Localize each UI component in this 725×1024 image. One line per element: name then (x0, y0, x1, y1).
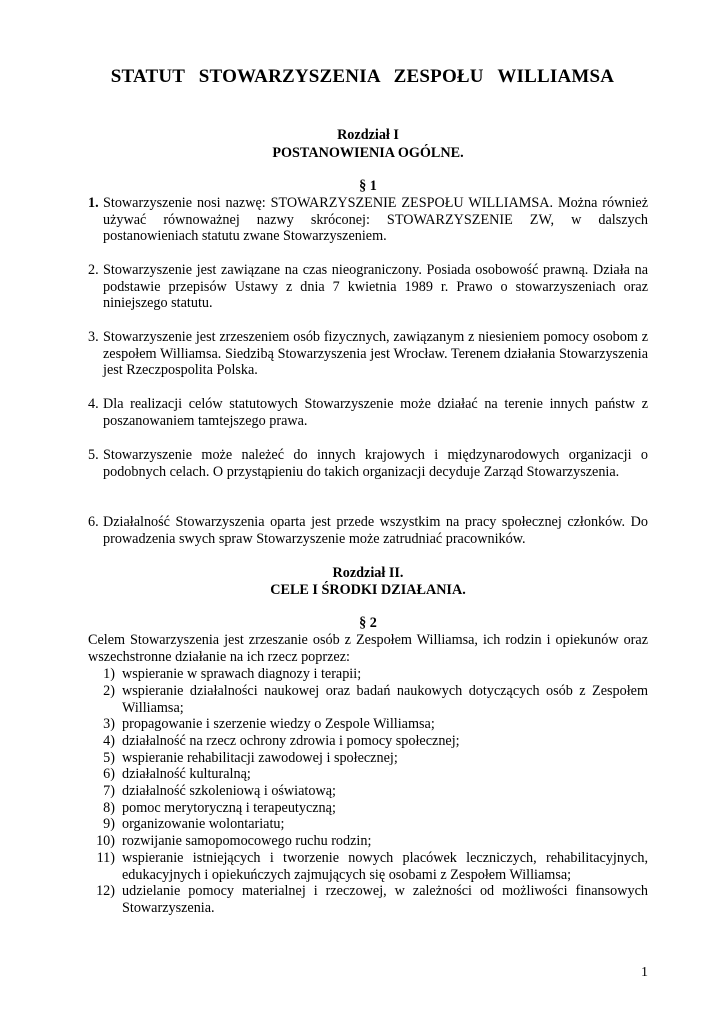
goal-item-2 (104, 683, 648, 716)
goal-item-5 (104, 750, 648, 767)
section-1-item-5 (88, 447, 648, 480)
item-number: 1. (88, 195, 99, 211)
goal-number: 3) (103, 716, 115, 732)
item-text: Działalność Stowarzyszenia oparta jest przede wszystkim na pracy społecznej członków. Do prowadzenia swych spraw Stowarzyszenie może zatrudniać pracowników. (103, 514, 648, 547)
chapter-1-heading: Rozdział I (337, 127, 399, 143)
goal-number: 7) (103, 783, 115, 799)
goal-text: działalność na rzecz ochrony zdrowia i pomocy społecznej; (122, 733, 460, 749)
goal-number: 4) (103, 733, 115, 749)
goal-text: wspieranie działalności naukowej oraz badań naukowych dotyczących osób z Zespołem Williamsa; (122, 683, 648, 716)
item-text: Dla realizacji celów statutowych Stowarzyszenie może działać na terenie innych państw z poszanowaniem tamtejszego prawa. (103, 396, 648, 429)
section-1-item-3 (88, 329, 648, 379)
goal-item-9 (104, 816, 648, 833)
goal-item-4 (104, 733, 648, 750)
goal-text: udzielanie pomocy materialnej i rzeczowej, w zależności od możliwości finansowych Stowarzyszenia. (122, 883, 648, 916)
chapter-2-subheading: CELE I ŚRODKI DZIAŁANIA. (270, 582, 466, 598)
goal-number: 11) (96, 850, 115, 866)
item-number: 6. (88, 514, 99, 530)
goal-item-11 (96, 850, 648, 883)
goal-text: rozwijanie samopomocowego ruchu rodzin; (122, 833, 372, 849)
page-number: 1 (641, 965, 648, 980)
item-number: 4. (88, 396, 99, 412)
item-number: 2. (88, 262, 99, 278)
item-number: 3. (88, 329, 99, 345)
goal-number: 9) (103, 816, 115, 832)
goal-text: wspieranie rehabilitacji zawodowej i społecznej; (122, 750, 398, 766)
section-1-item-2 (88, 262, 648, 312)
goal-text: organizowanie wolontariatu; (122, 816, 285, 832)
goal-text: propagowanie i szerzenie wiedzy o Zespole Williamsa; (122, 716, 435, 732)
goal-number: 12) (96, 883, 115, 899)
goal-item-10 (96, 833, 648, 850)
goal-number: 8) (103, 800, 115, 816)
goal-number: 6) (103, 766, 115, 782)
item-number: 5. (88, 447, 99, 463)
goal-item-8 (104, 800, 648, 817)
section-1-item-6 (88, 514, 648, 547)
goal-text: działalność szkoleniową i oświatową; (122, 783, 336, 799)
goal-number: 5) (103, 750, 115, 766)
goal-text: wspieranie istniejących i tworzenie nowych placówek leczniczych, rehabilitacyjnych, edukacyjnych i opiekuńczych zajmujących się osobami z Zespołem Williamsa; (122, 850, 648, 883)
document-title: STATUT STOWARZYSZENIA ZESPOŁU WILLIAMSA (110, 66, 615, 87)
goal-item-3 (104, 716, 648, 733)
item-text: Stowarzyszenie może należeć do innych krajowych i międzynarodowych organizacji o podobnych celach. O przystąpieniu do takich organizacji decyduje Zarząd Stowarzyszenia. (103, 447, 648, 480)
section-2-marker: § 2 (359, 615, 377, 631)
goal-number: 2) (103, 683, 115, 699)
goal-item-1 (104, 666, 648, 683)
chapter-2-heading: Rozdział II. (332, 565, 404, 581)
goal-item-7 (104, 783, 648, 800)
goal-number: 10) (96, 833, 115, 849)
goal-number: 1) (103, 666, 115, 682)
item-text: Stowarzyszenie jest zawiązane na czas nieograniczony. Posiada osobowość prawną. Działa na podstawie przepisów Ustawy z dnia 7 kwietnia 1989 r. Prawo o stowarzyszeniach oraz niniejszego statutu. (103, 262, 648, 312)
section-1-marker: § 1 (359, 178, 377, 194)
item-text: Stowarzyszenie jest zrzeszeniem osób fizycznych, zawiązanym z niesieniem pomocy osobom z zespołem Williamsa. Siedzibą Stowarzyszenia jest Wrocław. Terenem działania Stowarzyszenia jest Rzeczpospolita Polska. (103, 329, 648, 379)
goal-item-6 (104, 766, 648, 783)
section-1-item-4 (88, 396, 648, 429)
chapter-1-subheading: POSTANOWIENIA OGÓLNE. (272, 145, 464, 161)
goal-text: wspieranie w sprawach diagnozy i terapii; (122, 666, 362, 682)
section-2-intro: Celem Stowarzyszenia jest zrzeszanie osób z Zespołem Williamsa, ich rodzin i opiekunów oraz wszechstronne działanie na ich rzecz poprzez: (88, 632, 648, 665)
goal-text: pomoc merytoryczną i terapeutyczną; (122, 800, 336, 816)
goal-item-12 (96, 883, 648, 916)
goal-text: działalność kulturalną; (122, 766, 251, 782)
item-text: Stowarzyszenie nosi nazwę: STOWARZYSZENIE ZESPOŁU WILLIAMSA. Można również używać równoważnej nazwy skróconej: STOWARZYSZENIE ZW, w dalszych postanowieniach statutu zwane Stowarzyszeniem. (103, 195, 648, 245)
section-1-item-1 (88, 195, 648, 245)
